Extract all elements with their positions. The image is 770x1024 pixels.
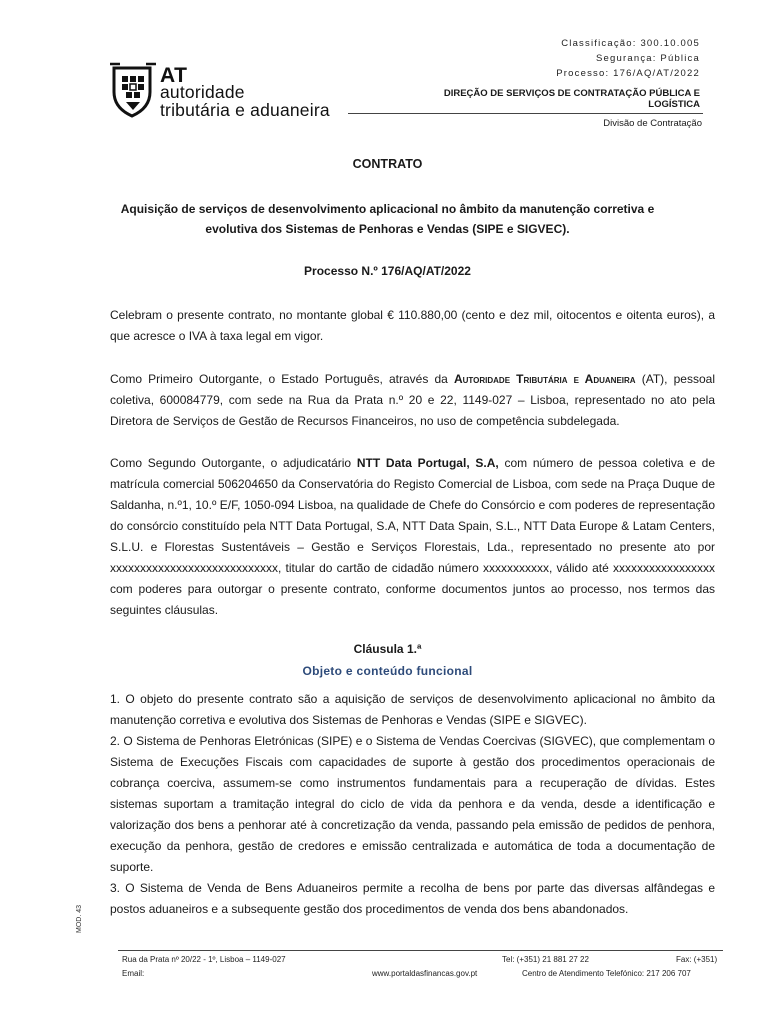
footer-address: Rua da Prata nº 20/22 - 1º, Lisboa – 1149-027 bbox=[122, 955, 286, 964]
seguranca: Segurança: Pública bbox=[596, 53, 700, 64]
header-divider bbox=[348, 113, 703, 114]
clausula-item-3: 3. O Sistema de Venda de Bens Aduaneiros permite a recolha de bens por parte das diversas alfândegas e postos aduaneiros e a subsequente gestão dos procedimentos de venda dos bens abandonados. bbox=[110, 881, 715, 916]
mod-label: MOD. 43 bbox=[76, 904, 83, 933]
footer-fax: Fax: (+351) bbox=[676, 955, 718, 964]
p3-part-c: com número de pessoa coletiva e de matrícula comercial 506204650 da Conservatória do Registo Comercial de Lisboa, com sede na Praça Duque de Saldanha, n.º1, 10.º E/F, 1050-094 Lisboa, na qualidade de Chefe do Consórcio e com poderes de representação do consórcio constituído pela NTT Data Portugal, S.A, NTT Data Spain, S.L., NTT Data Europe & Latam Centers, S.L.U. e Florestas Sustentáveis – Gestão e Serviços Florestais, Lda., representado no presente ato por xxxxxxxxxxxxxxxxxxxxxxxxxxxx, titular do cartão de cidadão número xxxxxxxxxxx, válido até xxxxxxxxxxxxxxxxx com poderes para outorgar o presente contrato, conforme documentos juntos ao processo, nos termos das seguintes cláusulas. bbox=[110, 456, 715, 617]
p2-part-a: Como Primeiro Outorgante, o Estado Português, através da bbox=[110, 372, 454, 386]
clausula-item-1: 1. O objeto do presente contrato são a aquisição de serviços de desenvolvimento aplicacional no âmbito da manutenção corretiva e evolutiva dos Sistemas de Penhoras e Vendas (SIPE e SIGVEC). bbox=[110, 692, 715, 727]
footer-centro: Centro de Atendimento Telefónico: 217 206 707 bbox=[522, 969, 691, 978]
subject-line-1: Aquisição de serviços de desenvolvimento aplicacional no âmbito da manutenção corretiva e bbox=[120, 202, 655, 216]
document-title: CONTRATO bbox=[352, 157, 423, 171]
clausula-subtitle: Objeto e conteúdo funcional bbox=[302, 664, 473, 678]
paragraph-montante bbox=[110, 305, 715, 347]
p2-part-c: (AT), pessoal coletiva, 600084779, com sede na Rua da Prata n.º 20 e 22, 1149-027 – Lisboa, representado no ato pela Diretora de Serviços de Gestão de Recursos Financeiros, no uso de competência subdelegada. bbox=[110, 372, 715, 428]
footer-tel: Tel: (+351) 21 881 27 22 bbox=[502, 955, 589, 964]
company-name: NTT Data Portugal, S.A, bbox=[356, 456, 499, 470]
paragraph-primeiro-outorgante bbox=[110, 369, 715, 432]
processo-ref: Processo: 176/AQ/AT/2022 bbox=[556, 68, 700, 79]
divisao: Divisão de Contratação bbox=[603, 118, 702, 129]
direcao-servicos: DIREÇÃO DE SERVIÇOS DE CONTRATAÇÃO PÚBLICA E LOGÍSTICA bbox=[443, 88, 700, 110]
subject-line-2: evolutiva dos Sistemas de Penhoras e Vendas (SIPE e SIGVEC). bbox=[205, 222, 570, 236]
classificacao: Classificação: 300.10.005 bbox=[561, 38, 700, 49]
paragraph-segundo-outorgante bbox=[110, 453, 715, 621]
p3-part-a: Como Segundo Outorgante, o adjudicatário bbox=[110, 456, 357, 470]
clausula-body bbox=[110, 689, 715, 920]
document-meta bbox=[556, 36, 700, 81]
coat-of-arms-icon bbox=[110, 62, 158, 118]
process-number: Processo N.º 176/AQ/AT/2022 bbox=[304, 264, 471, 278]
at-logo bbox=[110, 62, 350, 120]
clausula-item-2: 2. O Sistema de Penhoras Eletrónicas (SIPE) e o Sistema de Vendas Coercivas (SIGVEC), que complementam o Sistema de Execuções Fiscais com capacidades de suporte à gestão dos procedimentos operacionais de cobrança coerciva, assumem-se como instrumentos fundamentais para a recuperação de dívidas. Estes sistemas suportam a tramitação integral do ciclo de vida da penhora e da venda, desde a identificação e valorização dos bens a penhorar até à concretização da venda, passando pela emissão de pedidos de penhora, execução da penhora, gestão de credores e emissão centralizada e automática de toda a documentação de suporte. bbox=[110, 734, 715, 874]
logo-line-1: autoridade bbox=[160, 82, 245, 102]
clausula-title: Cláusula 1.ª bbox=[353, 642, 422, 656]
footer-email: Email: bbox=[122, 969, 145, 978]
footer-divider bbox=[118, 950, 723, 951]
paragraph-montante-text: Celebram o presente contrato, no montante global € 110.880,00 (cento e dez mil, oitocentos e oitenta euros), a que acresce o IVA à taxa legal em vigor. bbox=[110, 308, 715, 343]
logo-at-text: AT bbox=[160, 64, 188, 87]
footer-website[interactable]: www.portaldasfinancas.gov.pt bbox=[372, 969, 478, 978]
entity-name: Autoridade Tributária e Aduaneira bbox=[453, 372, 636, 386]
logo-line-2: tributária e aduaneira bbox=[160, 100, 330, 120]
